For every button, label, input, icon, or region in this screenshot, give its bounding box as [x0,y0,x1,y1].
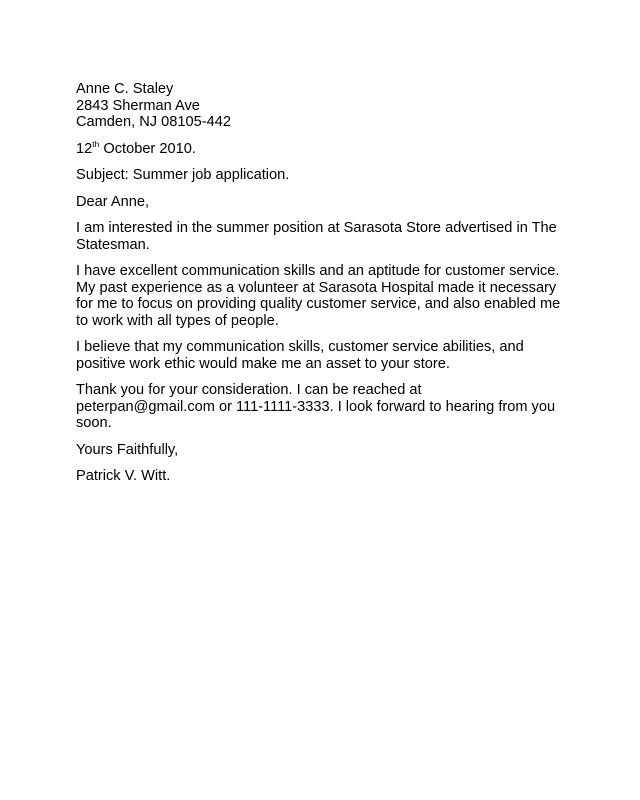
salutation: Dear Anne, [76,193,150,210]
letter-page [76,81,576,485]
sender-city: Camden, NJ 08105-442 [76,114,231,130]
date-suffix: th [92,138,100,149]
letter-date [76,138,576,158]
date-day: 12 [76,140,93,157]
sender-address [76,81,576,131]
paragraph-4: Thank you for your consideration. I can be reached at peterpan@gmail.com or 111-1111-3333. I look forward to hearing from you soon. [76,382,556,431]
signature: Patrick V. Witt. [76,468,171,484]
closing: Yours Faithfully, [76,441,179,458]
subject-line: Subject: Summer job application. [76,167,290,183]
paragraph-2: I have excellent communication skills and an aptitude for customer service. My past experience as a volunteer at Sarasota Hospital made it necessary for me to focus on providing quality customer service, and also enabled me to work with all types of people. [76,263,561,329]
sender-street: 2843 Sherman Ave [76,97,200,114]
sender-name: Anne C. Staley [76,81,174,97]
date-rest: October 2010. [99,140,196,157]
paragraph-3: I believe that my communication skills, customer service abilities, and positive work ethic would make me an asset to your store. [76,339,524,372]
paragraph-1: I am interested in the summer position at Sarasota Store advertised in The Statesman. [76,220,557,253]
